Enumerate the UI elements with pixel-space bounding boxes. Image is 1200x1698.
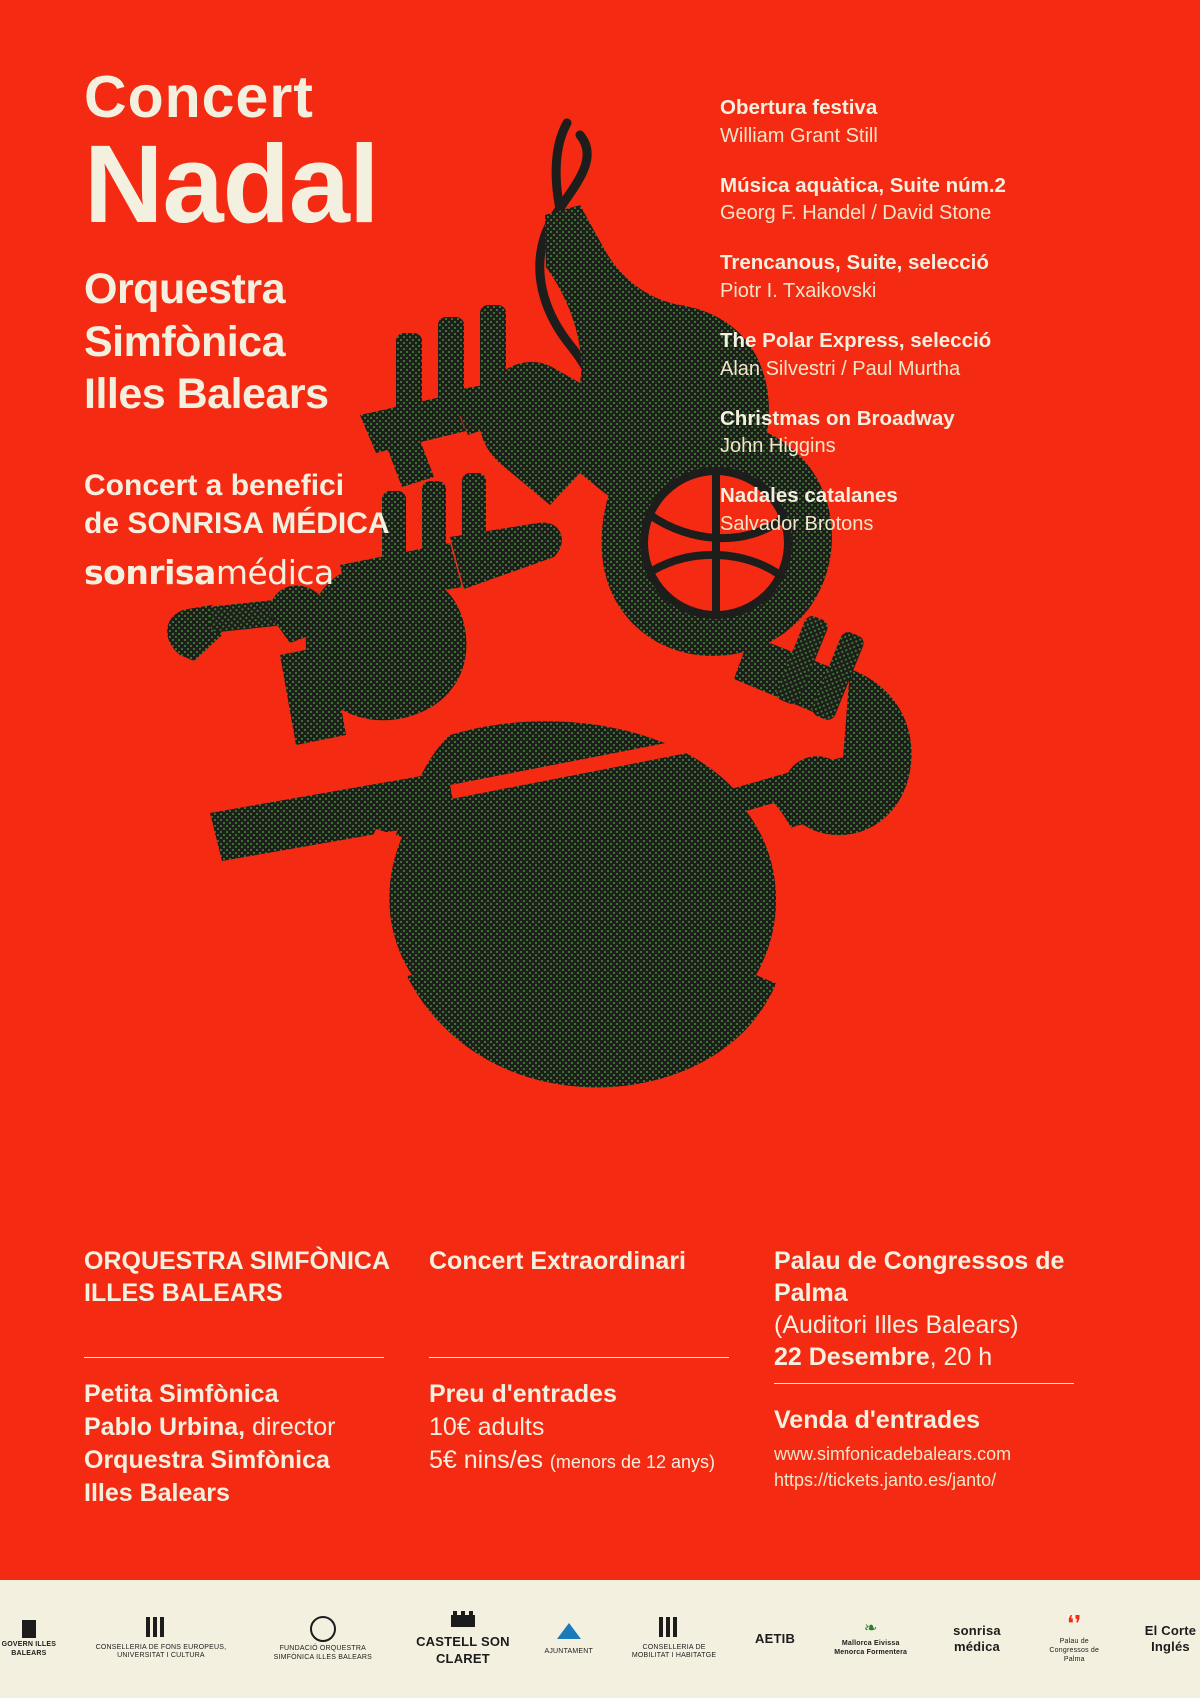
program-item-author: Piotr I. Txaikovski: [720, 279, 877, 302]
program-item-author: Alan Silvestri / Paul Murtha: [720, 357, 961, 380]
divider: [429, 1357, 729, 1358]
logo-conselleria-mobilitat: [627, 1617, 721, 1661]
logo-el-corte-ingles: [1141, 1623, 1200, 1656]
orchestra-line-1: Orquestra: [84, 265, 286, 314]
logo-label: AJUNTAMENT: [544, 1648, 594, 1655]
date-line: [774, 1341, 1095, 1373]
benefit-line-2: de SONRISA MÉDICA: [84, 506, 390, 540]
logo-label: El Corte Inglés: [1144, 1622, 1197, 1654]
logo-label: Mallorca Eivissa Menorca Formentera: [834, 1639, 908, 1656]
conductor-role: director: [245, 1413, 336, 1441]
program-item-title: Música aquàtica, Suite núm.2: [720, 173, 1006, 197]
program-item-title: Trencanous, Suite, selecció: [720, 251, 989, 275]
shield-icon: [22, 1620, 36, 1638]
orchestra-line-3: Illes Balears: [84, 370, 329, 419]
website-link[interactable]: www.simfonicadebalears.com: [774, 1444, 1012, 1464]
program-item: [720, 328, 1140, 382]
price-children-note: (menors de 12 anys): [549, 1452, 715, 1472]
emblem-icon: [544, 1621, 593, 1645]
logo-mallorca-menorca-formentera: [829, 1621, 912, 1658]
orchestra-line-2: Simfònica: [84, 317, 285, 366]
ring-icon: [310, 1616, 336, 1642]
program-item-title: Christmas on Broadway: [720, 406, 955, 430]
info-column-venue: [774, 1245, 1119, 1510]
logo-label: sonrisa médica: [953, 1622, 1001, 1654]
logo-label: Palau de Congressos de Palma: [1049, 1638, 1100, 1663]
program-item-title: Obertura festiva: [720, 96, 878, 119]
tickets-title: Venda d'entrades: [774, 1406, 981, 1434]
program-item-author: William Grant Still: [720, 124, 878, 147]
divider: [84, 1357, 384, 1358]
column2-heading: Concert Extraordinari: [429, 1247, 687, 1275]
program-item-title: Nadales catalanes: [720, 484, 898, 508]
price-title: Preu d'entrades: [429, 1380, 617, 1408]
program-item: [720, 173, 1140, 227]
logo-label: CONSELLERIA DE MOBILITAT I HABITATGE: [631, 1643, 717, 1660]
ticket-links: [774, 1441, 1095, 1493]
column1-body: [84, 1378, 405, 1510]
info-column-tickets-price: [429, 1245, 774, 1510]
column1-heading: ORQUESTRA SIMFÒNICA ILLES BALEARS: [84, 1247, 390, 1307]
conductor-name: Pablo Urbina,: [84, 1413, 246, 1441]
event-time: , 20 h: [929, 1343, 993, 1371]
benefit-text: [84, 467, 644, 544]
column3-heading: [774, 1245, 1095, 1373]
logo-govern-illes-balears: [0, 1620, 58, 1659]
program-item-title: The Polar Express, selecció: [720, 328, 992, 352]
event-date: 22 Desembre: [774, 1343, 930, 1371]
logo-aetib: [755, 1631, 795, 1647]
logo-label: GOVERN ILLES BALEARS: [1, 1640, 57, 1657]
info-column-orchestra: [84, 1245, 429, 1510]
logo-ajuntament: [544, 1621, 593, 1657]
program-list: [720, 95, 1140, 561]
info-columns: [84, 1245, 1119, 1510]
orchestra-line-b: Illes Balears: [84, 1479, 230, 1507]
column2-body: [429, 1378, 750, 1477]
program-item-author: Salvador Brotons: [720, 512, 874, 535]
bars-icon: [92, 1617, 231, 1641]
orchestra-line-a: Orquestra Simfònica: [84, 1446, 330, 1474]
conductor-line: [84, 1411, 405, 1444]
leaf-icon: ❧: [863, 1619, 878, 1637]
price-adults: 10€ adults: [429, 1413, 545, 1441]
logo-label: FUNDACIÓ ORQUESTRA SIMFÒNICA ILLES BALEARS: [273, 1644, 372, 1661]
title-nadal: Nadal: [84, 123, 379, 246]
logo-castell-son-claret: [415, 1611, 510, 1667]
title-concert: Concert: [84, 64, 314, 130]
sponsor-logo-strip: [0, 1580, 1200, 1698]
venue-sub: (Auditori Illes Balears): [774, 1311, 1019, 1339]
logo-label: CASTELL SON CLARET: [416, 1634, 510, 1666]
orchestra-name: [84, 263, 644, 420]
sonrisa-medica-logo: [84, 553, 644, 592]
poster-title-block: [84, 64, 644, 593]
logo-palau-congressos: [1042, 1613, 1107, 1664]
logo-label: CONSELLERIA DE FONS EUROPEUS, UNIVERSITAT I CULTURA: [95, 1643, 227, 1660]
tickets-link[interactable]: https://tickets.janto.es/janto/: [774, 1470, 997, 1491]
bars-icon: [627, 1617, 721, 1641]
price-children: 5€ nins/es: [429, 1446, 543, 1474]
program-item: [720, 406, 1140, 460]
venue-name: Palau de Congressos de Palma: [774, 1247, 1065, 1307]
column3-body: [774, 1404, 1095, 1493]
price-children-line: [429, 1444, 750, 1477]
logo-sonrisa-medica: [946, 1623, 1007, 1656]
divider: [774, 1383, 1074, 1384]
logo-fundacio-osib: [264, 1616, 381, 1663]
logo-label: AETIB: [755, 1630, 796, 1646]
program-item-author: John Higgins: [720, 435, 836, 458]
logo-conselleria-cultura: [92, 1617, 231, 1661]
program-item: [720, 250, 1140, 304]
program-item-author: Georg F. Handel / David Stone: [720, 202, 992, 225]
castle-icon: [415, 1611, 510, 1631]
program-item: [720, 483, 1140, 537]
ensemble-name: Petita Simfònica: [84, 1380, 279, 1408]
benefit-line-1: Concert a benefici: [84, 468, 345, 502]
program-item: [720, 95, 1140, 149]
sonrisa-logo-bold: sonrisa: [84, 553, 216, 593]
swoosh-icon: ❛❜: [1066, 1611, 1082, 1637]
sonrisa-logo-light: médica: [215, 553, 334, 593]
